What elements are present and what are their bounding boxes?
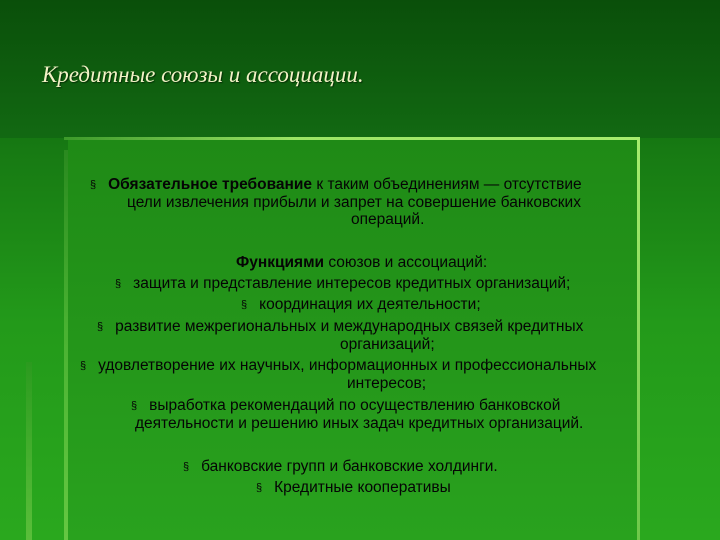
decorative-line-right [637, 137, 640, 540]
functions-header-text: союзов и ассоциаций: [324, 254, 488, 271]
bullet-icon: § [241, 299, 248, 311]
functions-bold: Функциями [236, 254, 325, 271]
function-item-continuation: деятельности и решению иных задач кредитных организаций. [135, 415, 584, 432]
function-item: § координация их деятельности; [241, 296, 481, 313]
function-item: § защита и представление интересов кредитных организаций; [115, 275, 571, 292]
slide-title: Кредитные союзы и ассоциации. [42, 62, 364, 87]
function-item: § удовлетворение их научных, информационных и профессиональных [80, 357, 597, 374]
group-item: § Кредитные кооперативы [256, 479, 451, 496]
functions-header [236, 254, 487, 272]
bullet-icon: § [131, 400, 138, 412]
bullet-icon: § [115, 278, 122, 290]
requirement-line-2: цели извлечения прибыли и запрет на совершение банковских [127, 194, 581, 211]
bullet-icon: § [97, 321, 104, 333]
requirement-line-3: операций. [351, 211, 425, 228]
requirement-bold: Обязательное требование [108, 176, 313, 193]
bullet-icon: § [256, 482, 263, 494]
decorative-line-top [64, 137, 640, 140]
function-item-continuation: организаций; [340, 336, 435, 353]
bullet-icon: § [183, 461, 190, 473]
decorative-line-left [64, 150, 68, 540]
function-item: § развитие межрегиональных и международных связей кредитных [97, 318, 584, 335]
function-item-continuation: интересов; [347, 375, 427, 392]
bullet-icon: § [90, 179, 97, 191]
requirement-text: к таким объединениям — отсутствие [312, 176, 582, 193]
group-item: § банковские групп и банковские холдинги. [183, 458, 498, 475]
decorative-line-left-outer [26, 362, 32, 540]
requirement-line-1 [90, 176, 582, 195]
bullet-icon: § [80, 360, 87, 372]
function-item: § выработка рекомендаций по осуществлению банковской [131, 397, 561, 414]
